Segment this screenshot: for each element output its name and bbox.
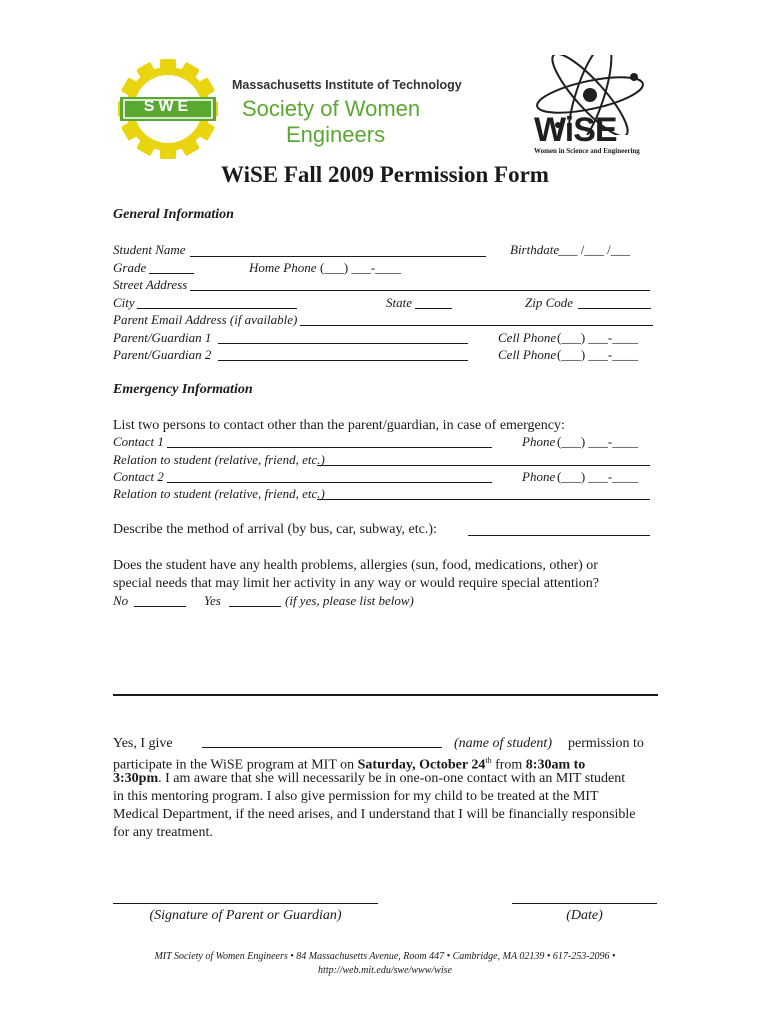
emergency-intro: List two persons to contact other than the parent/guardian, in case of emergency:	[113, 418, 565, 433]
contact1-field[interactable]	[167, 447, 492, 448]
relation2-field[interactable]	[317, 499, 650, 500]
health-question-line1: Does the student have any health problems, allergies (sun, food, medications, other) or	[113, 558, 598, 573]
no-label: No	[113, 593, 129, 608]
yes-field[interactable]	[229, 606, 281, 607]
consent-line6: for any treatment.	[113, 825, 213, 840]
consent-line5: Medical Department, if the need arises, and I understand that I will be financially responsible	[113, 807, 636, 822]
parent1-label: Parent/Guardian 1	[113, 330, 212, 345]
parent1-field[interactable]	[218, 343, 468, 344]
cell-phone-1-label: Cell Phone	[498, 330, 557, 345]
footer-url[interactable]: http://web.mit.edu/swe/www/wise	[318, 965, 452, 976]
student-name-field[interactable]	[190, 256, 486, 257]
swe-logo	[112, 58, 462, 160]
contact2-field[interactable]	[167, 482, 492, 483]
wise-tagline: Women in Science and Engineering	[534, 147, 640, 155]
birthdate-field[interactable]: ___ /___ /___	[558, 242, 631, 257]
health-details-area[interactable]	[113, 612, 658, 694]
relation2-label: Relation to student (relative, friend, etc.)	[113, 486, 325, 501]
no-field[interactable]	[134, 606, 186, 607]
footer-address: MIT Society of Women Engineers • 84 Massachusetts Avenue, Room 447 • Cambridge, MA 02139 • 617-253-2096 •	[154, 951, 616, 962]
general-info-heading: General Information	[113, 207, 234, 222]
cell-phone-2-label: Cell Phone	[498, 347, 557, 362]
street-address-label: Street Address	[113, 277, 188, 292]
signature-label: (Signature of Parent or Guardian)	[149, 908, 342, 923]
state-label: State	[386, 295, 412, 310]
grade-label: Grade	[113, 260, 147, 275]
parent-email-field[interactable]	[300, 325, 653, 326]
contact2-phone-field[interactable]: (___) ___-____	[557, 469, 639, 484]
consent-line2: participate in the WiSE program at MIT on Saturday, October 24th from 8:30am to	[113, 756, 586, 773]
emergency-info-heading: Emergency Information	[113, 382, 253, 397]
wise-logo	[528, 55, 658, 158]
program-date: Saturday, October 24	[357, 757, 486, 773]
consent-line4: in this mentoring program. I also give permission for my child to be treated at the MIT	[113, 789, 599, 804]
swe-engineers-text: Engineers	[286, 122, 386, 147]
consent-name-of-student: (name of student)	[454, 736, 552, 751]
arrival-field[interactable]	[468, 535, 650, 536]
cell-phone-2-field[interactable]: (___) ___-____	[557, 347, 639, 362]
home-phone-field[interactable]: (___) ___-____	[320, 260, 402, 275]
if-yes-note: (if yes, please list below)	[285, 593, 414, 608]
city-field[interactable]	[137, 308, 297, 309]
date-line[interactable]	[512, 903, 657, 904]
section-divider	[113, 694, 658, 696]
home-phone-label: Home Phone	[249, 260, 317, 275]
form-title: WiSE Fall 2009 Permission Form	[221, 162, 549, 187]
grade-field[interactable]	[149, 273, 194, 274]
swe-gear-text: SWE	[143, 98, 193, 115]
arrival-label: Describe the method of arrival (by bus, car, subway, etc.):	[113, 522, 437, 537]
consent-line3: 3:30pm. I am aware that she will necessarily be in one-on-one contact with an MIT student	[113, 771, 626, 786]
street-address-field[interactable]	[190, 290, 650, 291]
swe-institute-text: Massachusetts Institute of Technology	[232, 78, 462, 92]
consent-permission-to: permission to	[568, 736, 644, 751]
relation1-label: Relation to student (relative, friend, etc.)	[113, 452, 325, 467]
contact1-phone-label: Phone	[522, 434, 556, 449]
state-field[interactable]	[415, 308, 452, 309]
zip-label: Zip Code	[525, 295, 574, 310]
contact2-label: Contact 2	[113, 469, 164, 484]
signature-line[interactable]	[113, 903, 378, 904]
swe-society-text: Society of Women	[242, 96, 421, 121]
health-question-line2: special needs that may limit her activity in any way or would require special attention?	[113, 576, 599, 591]
yes-label: Yes	[204, 593, 221, 608]
date-label: (Date)	[566, 908, 603, 923]
student-name-label: Student Name	[113, 242, 186, 257]
program-start-time: 8:30am to	[525, 757, 586, 773]
parent2-field[interactable]	[218, 360, 468, 361]
wise-logo-text: WiSE	[534, 111, 617, 149]
relation1-field[interactable]	[317, 465, 650, 466]
program-end-time: 3:30pm	[113, 771, 159, 786]
parent2-label: Parent/Guardian 2	[113, 347, 212, 362]
birthdate-label: Birthdate	[510, 242, 560, 257]
parent-email-label: Parent Email Address (if available)	[113, 312, 298, 327]
contact2-phone-label: Phone	[522, 469, 556, 484]
consent-yes-i-give: Yes, I give	[113, 736, 173, 751]
contact1-phone-field[interactable]: (___) ___-____	[557, 434, 639, 449]
cell-phone-1-field[interactable]: (___) ___-____	[557, 330, 639, 345]
consent-student-name-field[interactable]	[202, 747, 442, 748]
contact1-label: Contact 1	[113, 434, 164, 449]
zip-field[interactable]	[578, 308, 651, 309]
city-label: City	[113, 295, 135, 310]
